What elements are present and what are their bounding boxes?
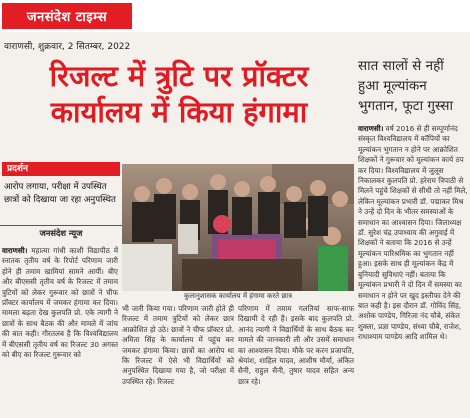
photo-caption: कुलानुशासक कार्यालय में हंगामा करते छात्र xyxy=(184,292,292,300)
headline: रिजल्ट में त्रुटि पर प्रॉक्टर कार्यालय में किया हंगामा xyxy=(49,59,309,129)
article-column-3: परिणाम में तमाम गलतियां साफ-साफ दिखायी दे रही हैं। इसके बाद कुलपति प्रो. आनंद त्यागी ने विद्यार्थियों के साथ बैठक कर मामले की जानकारी ली और उसमें समाधान का आश्वासन दिया। मौके पर करन प्रजापति, श्रेयांश, शाहिल यादव, आशीष मौर्या, अंकित सैनी, राहुल सैनी, तुषार यादव सहित अन्य छात्र रहे। xyxy=(238,304,354,386)
article-column-1 xyxy=(2,246,118,360)
news-photo xyxy=(122,164,354,291)
side-story-headline: सात सालों से नहीं हुआ मूल्यांकन भुगतान, फूटा गुस्सा xyxy=(358,58,453,114)
dateline: वाराणसी, शुक्रवार, 2 सितम्बर, 2022 xyxy=(4,42,131,52)
newspaper-logo xyxy=(2,3,132,29)
section-tag: प्रदर्शन xyxy=(2,162,120,176)
crowd-photo-illustration xyxy=(122,164,354,291)
byline: जनसंदेश न्यूज xyxy=(0,225,122,239)
logo-text: जनसंदेश टाइम्स xyxy=(26,10,108,25)
side-story-text: वर्ष 2016 से ही सम्पूर्णानंद संस्कृत विश्वविद्यालय में कॉपियों का मूल्यांकन भुगतान न होने पर आक्रोशित शिक्षकों ने गुरूवार को मूल्यांकन कार्य ठप कर दिया। विश्वविद्यालय में जुलूस निकालकर कुलपति प्रो. हरेराम त्रिपाठी से मिलने पहुंचे शिक्षकों से सीधी तो नहीं मिले, लेकिन मूल्यांकन प्रभारी डॉ. पद्माकर मिश्र ने उन्हें दो दिन के भीतर समस्याओं के समाधान का आश्वासन दिया। जिलाध्यक्ष डॉ. सुरेश चंद्र उपाध्याय की अगुवाई में शिक्षकों ने बताया कि 2016 से उन्हें मूल्यांकन पारिश्रमिक का भुगतान नहीं हुआ। इसके साथ ही मूल्यांकन केंद्र में बुनियादी सुविधाएं नहीं। बताया कि मूल्यांकन प्रभारी ने दो दिन में समस्या का समाधान न होने पर खुद इस्तीफा देने की बात कही है। इस दौरान डॉ. गोविंद सिंह, अशोक पाण्डेय, गिरिजा नंद चौबे, संकेत शुक्ला, प्रज्ञा पाण्डेय, संध्या चौबे, राजेश, राधाश्याम पाण्डेय आदि शामिल थे। xyxy=(358,124,468,342)
side-story-body xyxy=(358,124,468,343)
article-dateline: वाराणसी। xyxy=(2,246,28,255)
masthead xyxy=(0,0,470,32)
article-column-2: भी जारी किया गया। परिणाम जारी होते ही रिजल्ट में तमाम त्रुटियों को लेकर छात्र आक्रोशित हो उठे। छात्रों ने चीफ प्रॉक्टर प्रो. अमिता सिंह के कार्यालय में पहुंच कर जमकर हंगामा किया। छात्रों का आरोप था कि रिजल्ट में ऐसे भी विद्यार्थियों को अनुपस्थित दिखाया गया है, जो परीक्षा में उपस्थित रहे। रिजल्ट xyxy=(122,304,234,386)
article-column-1-text: महात्मा गांधी काशी विद्यापीठ में स्नातक तृतीय वर्ष के रिपोर्ट परिणाम जारी होने ही तमाम खामियां सामने आयीं। बीए और बीएससी तृतीय वर्ष के रिजल्ट में तमाम त्रुटियों को लेकर गुरूवार को छात्रों ने चीफ प्रॉक्टर कार्यालय में जमकर हंगामा कर दिया। मामला बढ़ता देख कुलपति प्रो. एके त्यागी ने छात्रों के साथ बैठक की और मामले में जांच की बात कही। गौरतलब है कि विश्वविद्यालय में बीएससी तृतीय वर्ष का रिजल्ट 30 अगस्त को बीए का रिजल्ट गुरूवार को xyxy=(2,246,119,360)
side-story-dateline: वाराणसी। xyxy=(358,124,384,133)
subheadline: आरोप लगाया, परीक्षा में उपस्थित छात्रों को दिखाया जा रहा अनुपस्थित xyxy=(4,182,116,205)
side-story xyxy=(358,56,468,343)
